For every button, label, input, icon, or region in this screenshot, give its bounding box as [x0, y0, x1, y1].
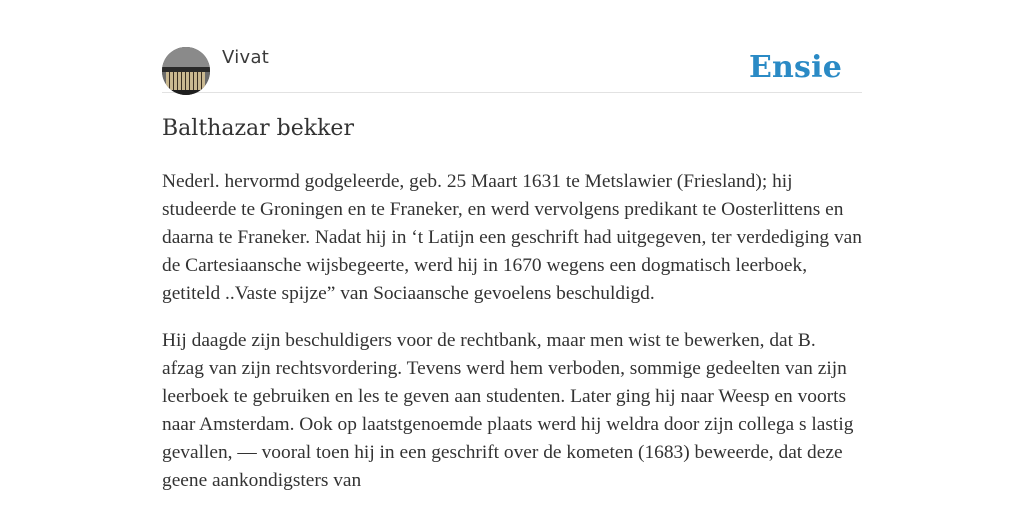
article-title: Balthazar bekker	[162, 116, 354, 141]
header	[162, 46, 862, 93]
author-name[interactable]: Vivat	[222, 47, 270, 68]
books-avatar-icon	[162, 47, 210, 95]
article-paragraph: Nederl. hervormd godgeleerde, geb. 25 Maart 1631 te Metslawier (Friesland); hij studeerde te Groningen en te Franeker, en werd vervolgens predikant te Oosterlittens en daarna te Franeker. Nadat hij in ‘t Latijn een geschrift had uitgegeven, ter verdediging van de Cartesiaansche wijsbegeerte, werd hij in 1670 wegens een dogmatisch leerboek, getiteld ..Vaste spijze” van Sociaansche gevoelens beschuldigd.	[162, 171, 862, 304]
brand-logo[interactable]: Ensie	[748, 50, 842, 85]
author-avatar[interactable]	[162, 47, 210, 95]
article-paragraph: Hij daagde zijn beschuldigers voor de rechtbank, maar men wist te bewerken, dat B. afzag van zijn rechtsvordering. Tevens werd hem verboden, sommige gedeelten van zijn leerboek te gebruiken en les te geven aan studenten. Later ging hij naar Weesp en voorts naar Amsterdam. Ook op laatstgenoemde plaats werd hij weldra door zijn collega s lastig gevallen, — vooral toen hij in een geschrift over de kometen (1683) beweerde, dat deze geene aankondigsters van	[162, 330, 854, 491]
article-body	[162, 168, 862, 512]
